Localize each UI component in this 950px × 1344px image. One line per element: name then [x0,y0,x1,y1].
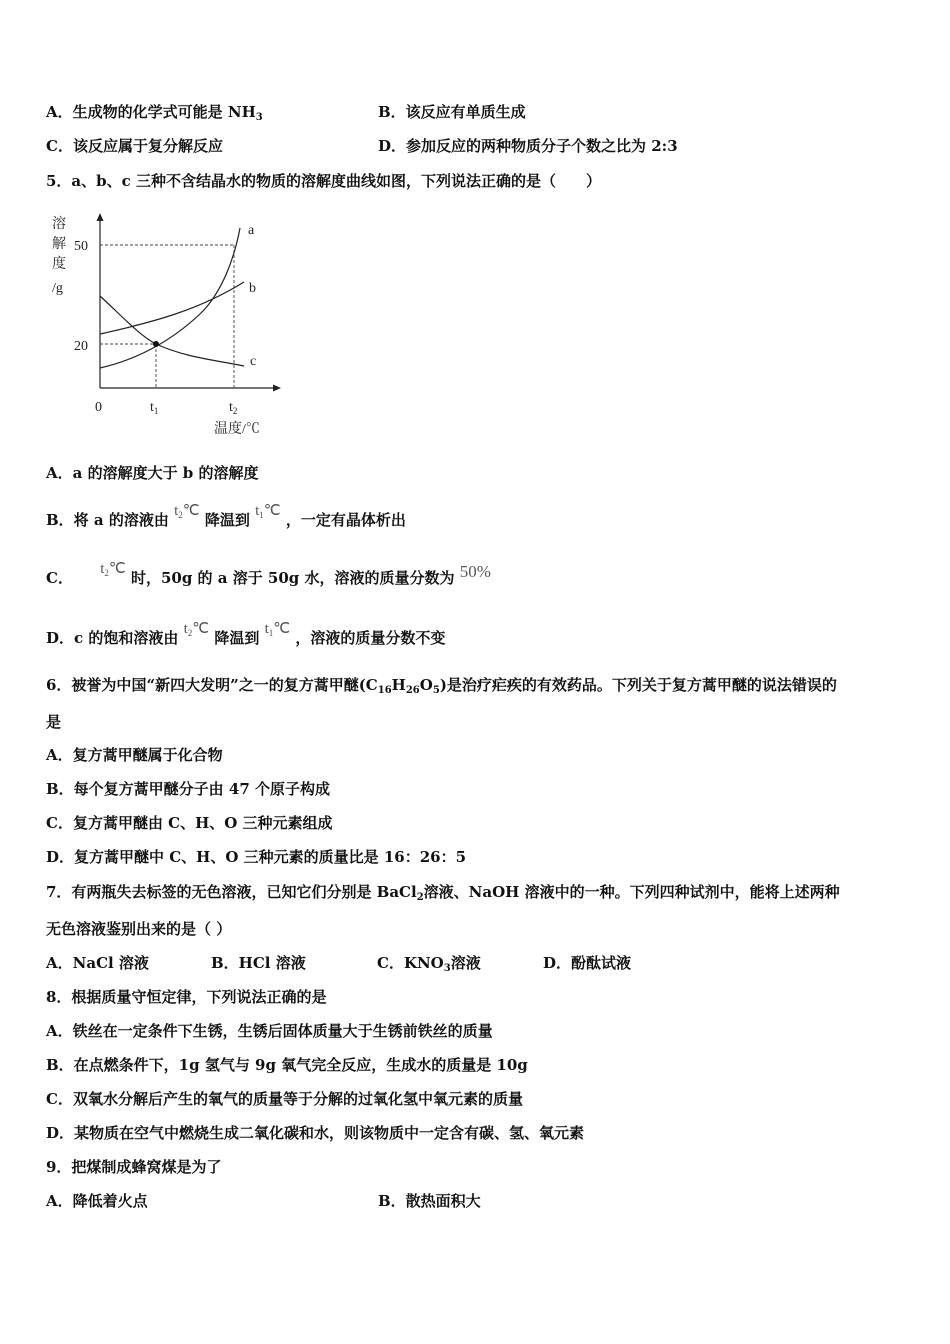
temp-t2: $t_2℃$ [183,621,210,638]
curve-b-label: b [249,281,256,296]
q4-option-a [46,102,263,128]
x-axis-arrow [273,385,281,392]
origin-label: 0 [95,400,102,415]
q6-stem-cont: 是 [46,713,62,731]
percent-value: 50% [459,562,491,581]
q5-option-a: A．a 的溶解度大于 b 的溶解度 [46,464,259,482]
q4-option-d: D．参加反应的两种物质分子个数之比为 2:3 [378,137,678,155]
temp-t1: $t_1℃$ [264,621,291,638]
subscript: 3 [255,112,263,123]
y-tick-20: 20 [74,339,88,354]
xlabel: 温度/℃ [214,422,260,437]
q5-option-c: C． $t_2℃$ 时，50g 的 a 溶于 50g 水，溶液的质量分数为 50% [46,561,491,587]
curve-c-label: c [250,354,257,369]
intersection-point [153,341,159,347]
q5-option-d: D．c 的饱和溶液由 $t_2℃$ 降温到 $t_1℃$ ，溶液的质量分数不变 [46,621,446,647]
ylabel-1: 溶 [52,217,66,232]
q7-option-c: C．$KNO_3$溶液 [377,954,481,974]
x-tick-t1: $t_1$ [150,400,159,416]
q6-option-a: A．复方蒿甲醚属于化合物 [46,746,223,764]
q8-option-a: A．铁丝在一定条件下生锈，生锈后固体质量大于生锈前铁丝的质量 [46,1022,493,1040]
q9-option-a: A．降低着火点 [46,1192,148,1210]
q5-option-b: B．将 a 的溶液由 $t_2℃$ 降温到 $t_1℃$ ，一定有晶体析出 [46,503,406,529]
q8-option-b: B．在点燃条件下，1g 氢气与 9g 氧气完全反应，生成水的质量是 10g [46,1056,528,1074]
q4-option-a-text: A．生成物的化学式可能是 NH [46,103,256,121]
q7-option-a: A．NaCl 溶液 [46,954,149,972]
ylabel-3: 度 [52,257,66,272]
q4-option-c: C．该反应属于复分解反应 [46,137,223,155]
q6-option-c: C．复方蒿甲醚由 C、H、O 三种元素组成 [46,814,333,832]
q6-option-d: D．复方蒿甲醚中 C、H、O 三种元素的质量比是 16：26：5 [46,848,467,866]
q8-option-c: C．双氧水分解后产生的氧气的质量等于分解的过氧化氢中氧元素的质量 [46,1090,523,1108]
q8-stem: 8．根据质量守恒定律，下列说法正确的是 [46,988,327,1006]
temp-t2: $t_2℃$ [100,561,126,578]
curve-a-label: a [248,223,255,238]
curve-c [100,296,244,366]
q6-option-b: B．每个复方蒿甲醚分子由 47 个原子构成 [46,780,330,798]
q9-option-b: B．散热面积大 [378,1192,481,1210]
q4-option-b: B．该反应有单质生成 [378,103,526,121]
q9-stem: 9．把煤制成蜂窝煤是为了 [46,1158,222,1176]
ylabel-2: 解 [52,237,66,252]
solubility-graph [44,210,294,442]
q7-option-b: B．HCl 溶液 [211,954,306,972]
q7-stem: 7．有两瓶失去标签的无色溶液，已知它们分别是 BaCl$_2$溶液、NaOH 溶液中的一种。下列四种试剂中，能将上述两种 [46,883,840,903]
temp-t1: $t_1℃$ [255,503,281,520]
q7-option-d: D．酚酞试液 [543,954,632,972]
x-tick-t2: $t_2$ [229,400,238,416]
temp-t2: $t_2℃$ [174,503,200,520]
curve-a [100,228,240,368]
q5-stem: 5．a、b、c 三种不含结晶水的物质的溶解度曲线如图，下列说法正确的是（ ） [46,172,602,190]
curve-b [100,282,244,334]
q6-stem: 6．被誉为中国“新四大发明”之一的复方蒿甲醚$(C_{16}H_{26}O_5)$是治疗疟疾的有效药品。下列关于复方蒿甲醚的说法错误的 [46,676,837,696]
ylabel-4: /g [52,281,63,296]
y-axis-arrow [97,213,104,221]
q7-stem-cont: 无色溶液鉴别出来的是（ ） [46,920,232,938]
q8-option-d: D．某物质在空气中燃烧生成二氧化碳和水，则该物质中一定含有碳、氢、氧元素 [46,1124,585,1142]
y-tick-50: 50 [74,239,88,254]
